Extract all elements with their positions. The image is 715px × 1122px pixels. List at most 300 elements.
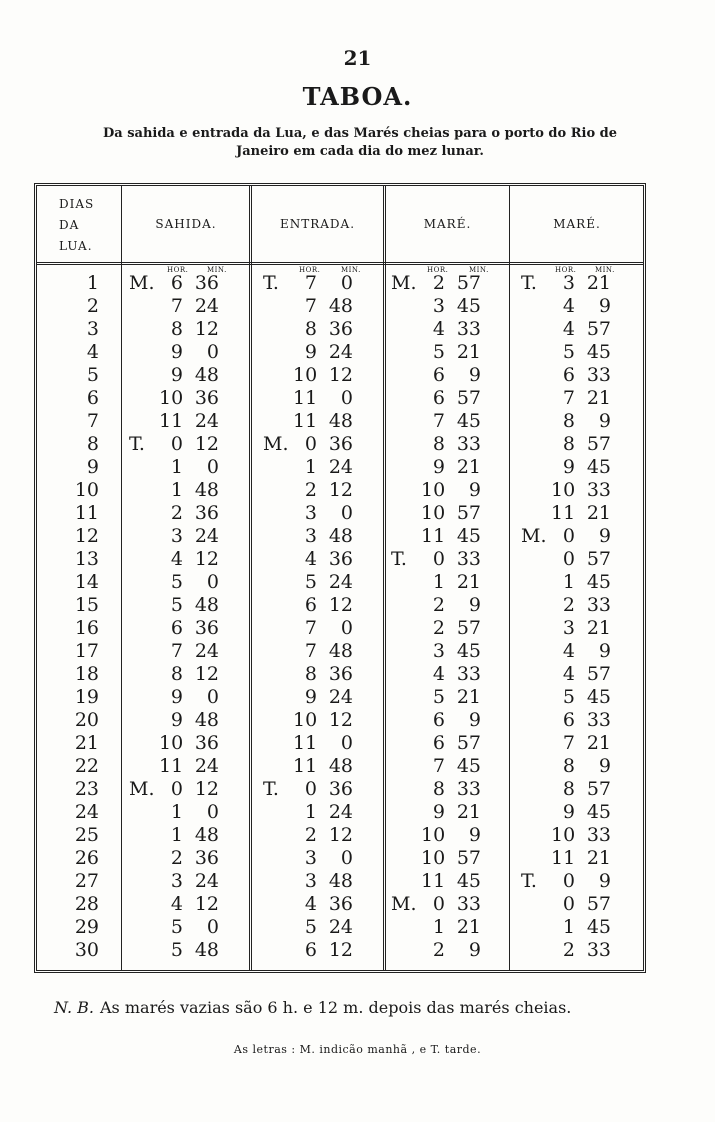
moon-tide-table xyxy=(34,183,646,973)
table-row xyxy=(37,295,643,318)
mare-2-prefix-cell xyxy=(521,410,551,433)
sahida-minute-cell: 48 xyxy=(194,364,219,386)
entrada-hour-cell: 7 xyxy=(304,295,317,317)
entrada-hour-cell: 5 xyxy=(304,571,317,593)
entrada-prefix-cell xyxy=(263,318,293,341)
mare-2-prefix-cell xyxy=(521,663,551,686)
mare-1-minute-cell: 9 xyxy=(468,479,481,501)
mare-2-prefix-cell xyxy=(521,916,551,939)
sahida-hour-cell: 7 xyxy=(170,640,183,662)
subheader-hor: HOR. xyxy=(427,266,449,274)
sahida-prefix-cell xyxy=(129,893,159,916)
mare-2-hour-cell: 0 xyxy=(562,548,575,570)
mare-2-prefix-cell: T. xyxy=(521,272,537,294)
mare-1-minute-cell: 33 xyxy=(456,433,481,455)
entrada-hour-cell: 11 xyxy=(293,387,318,409)
entrada-minute-cell: 0 xyxy=(340,502,353,524)
mare-1-hour-cell: 11 xyxy=(421,525,446,547)
mare-1-prefix-cell xyxy=(391,525,421,548)
sahida-minute-cell: 48 xyxy=(194,479,219,501)
mare-1-hour-cell: 3 xyxy=(432,640,445,662)
mare-2-prefix-cell xyxy=(521,594,551,617)
entrada-hour-cell: 7 xyxy=(304,617,317,639)
day-cell: 24 xyxy=(74,801,99,823)
mare-2-hour-cell: 5 xyxy=(562,341,575,363)
day-cell: 18 xyxy=(74,663,99,685)
mare-1-prefix-cell xyxy=(391,732,421,755)
mare-1-prefix-cell xyxy=(391,916,421,939)
day-cell: 16 xyxy=(74,617,99,639)
entrada-minute-cell: 0 xyxy=(340,732,353,754)
mare-1-minute-cell: 9 xyxy=(468,939,481,961)
mare-2-minute-cell: 9 xyxy=(598,755,611,777)
sahida-prefix-cell xyxy=(129,755,159,778)
sahida-hour-cell: 4 xyxy=(170,548,183,570)
table-row xyxy=(37,410,643,433)
sahida-minute-cell: 0 xyxy=(206,686,219,708)
entrada-hour-cell: 4 xyxy=(304,548,317,570)
sahida-prefix-cell xyxy=(129,916,159,939)
mare-2-prefix-cell xyxy=(521,364,551,387)
entrada-hour-cell: 5 xyxy=(304,916,317,938)
table-row xyxy=(37,341,643,364)
mare-1-prefix-cell xyxy=(391,594,421,617)
mare-2-minute-cell: 33 xyxy=(586,709,611,731)
table-row xyxy=(37,916,643,939)
mare-1-prefix-cell xyxy=(391,778,421,801)
entrada-prefix-cell xyxy=(263,364,293,387)
sahida-hour-cell: 10 xyxy=(159,387,184,409)
entrada-minute-cell: 48 xyxy=(328,525,353,547)
mare-2-prefix-cell xyxy=(521,824,551,847)
entrada-prefix-cell xyxy=(263,387,293,410)
entrada-minute-cell: 48 xyxy=(328,410,353,432)
mare-1-prefix-cell xyxy=(391,640,421,663)
sahida-hour-cell: 11 xyxy=(159,410,184,432)
entrada-hour-cell: 6 xyxy=(304,594,317,616)
subheader-min: MIN. xyxy=(469,266,489,274)
sahida-hour-cell: 6 xyxy=(170,617,183,639)
mare-2-hour-cell: 4 xyxy=(562,318,575,340)
mare-1-prefix-cell xyxy=(391,801,421,824)
sahida-prefix-cell xyxy=(129,663,159,686)
footnote xyxy=(54,998,571,1017)
subheader-min: MIN. xyxy=(207,266,227,274)
mare-1-hour-cell: 2 xyxy=(432,594,445,616)
mare-1-prefix-cell xyxy=(391,617,421,640)
sahida-hour-cell: 9 xyxy=(170,686,183,708)
entrada-prefix-cell xyxy=(263,939,293,962)
sahida-hour-cell: 5 xyxy=(170,594,183,616)
sahida-hour-cell: 6 xyxy=(170,272,183,294)
subheader-hor: HOR. xyxy=(555,266,577,274)
sahida-minute-cell: 0 xyxy=(206,456,219,478)
subheader-hor: HOR. xyxy=(299,266,321,274)
entrada-prefix-cell xyxy=(263,755,293,778)
mare-2-minute-cell: 33 xyxy=(586,824,611,846)
mare-1-minute-cell: 33 xyxy=(456,663,481,685)
entrada-minute-cell: 48 xyxy=(328,755,353,777)
sahida-hour-cell: 8 xyxy=(170,663,183,685)
mare-1-hour-cell: 5 xyxy=(432,341,445,363)
day-cell: 21 xyxy=(74,732,99,754)
mare-2-minute-cell: 57 xyxy=(586,548,611,570)
entrada-prefix-cell: T. xyxy=(263,778,279,800)
sahida-minute-cell: 48 xyxy=(194,939,219,961)
mare-2-minute-cell: 45 xyxy=(586,341,611,363)
mare-2-hour-cell: 8 xyxy=(562,755,575,777)
subtitle-line-2: Janeiro em cada dia do mez lunar. xyxy=(236,144,484,159)
entrada-minute-cell: 24 xyxy=(328,456,353,478)
entrada-minute-cell: 12 xyxy=(328,364,353,386)
mare-2-minute-cell: 57 xyxy=(586,893,611,915)
table-row xyxy=(37,456,643,479)
entrada-hour-cell: 0 xyxy=(304,433,317,455)
mare-2-minute-cell: 57 xyxy=(586,778,611,800)
mare-1-minute-cell: 21 xyxy=(456,801,481,823)
day-cell: 2 xyxy=(86,295,99,317)
mare-2-prefix-cell xyxy=(521,571,551,594)
entrada-minute-cell: 12 xyxy=(328,709,353,731)
header-dias-line: DA xyxy=(59,218,80,232)
sahida-hour-cell: 5 xyxy=(170,571,183,593)
sahida-prefix-cell xyxy=(129,525,159,548)
mare-1-hour-cell: 6 xyxy=(432,732,445,754)
sahida-hour-cell: 0 xyxy=(170,778,183,800)
sahida-prefix-cell xyxy=(129,594,159,617)
mare-1-prefix-cell xyxy=(391,341,421,364)
mare-1-minute-cell: 33 xyxy=(456,893,481,915)
mare-2-hour-cell: 1 xyxy=(562,916,575,938)
entrada-hour-cell: 6 xyxy=(304,939,317,961)
mare-1-minute-cell: 9 xyxy=(468,824,481,846)
entrada-hour-cell: 3 xyxy=(304,525,317,547)
mare-1-minute-cell: 45 xyxy=(456,870,481,892)
sahida-minute-cell: 48 xyxy=(194,709,219,731)
entrada-minute-cell: 12 xyxy=(328,479,353,501)
mare-1-hour-cell: 1 xyxy=(432,571,445,593)
entrada-prefix-cell xyxy=(263,295,293,318)
mare-2-hour-cell: 3 xyxy=(562,617,575,639)
entrada-minute-cell: 0 xyxy=(340,387,353,409)
table-row xyxy=(37,525,643,548)
day-cell: 8 xyxy=(86,433,99,455)
mare-2-minute-cell: 33 xyxy=(586,364,611,386)
table-row xyxy=(37,663,643,686)
sahida-hour-cell: 1 xyxy=(170,456,183,478)
mare-1-prefix-cell: T. xyxy=(391,548,407,570)
entrada-minute-cell: 36 xyxy=(328,893,353,915)
mare-1-minute-cell: 45 xyxy=(456,410,481,432)
mare-2-hour-cell: 4 xyxy=(562,295,575,317)
mare-1-prefix-cell xyxy=(391,479,421,502)
mare-1-hour-cell: 2 xyxy=(432,939,445,961)
day-cell: 22 xyxy=(74,755,99,777)
mare-2-minute-cell: 45 xyxy=(586,571,611,593)
mare-2-minute-cell: 45 xyxy=(586,686,611,708)
entrada-hour-cell: 8 xyxy=(304,663,317,685)
mare-1-prefix-cell xyxy=(391,364,421,387)
entrada-prefix-cell xyxy=(263,479,293,502)
table-row xyxy=(37,732,643,755)
day-cell: 23 xyxy=(74,778,99,800)
entrada-prefix-cell xyxy=(263,824,293,847)
mare-1-minute-cell: 57 xyxy=(456,847,481,869)
mare-2-hour-cell: 7 xyxy=(562,732,575,754)
entrada-minute-cell: 24 xyxy=(328,801,353,823)
table-row xyxy=(37,778,643,801)
entrada-minute-cell: 12 xyxy=(328,824,353,846)
mare-1-hour-cell: 0 xyxy=(432,893,445,915)
entrada-minute-cell: 48 xyxy=(328,870,353,892)
entrada-minute-cell: 24 xyxy=(328,916,353,938)
mare-2-minute-cell: 21 xyxy=(586,272,611,294)
sahida-prefix-cell xyxy=(129,732,159,755)
mare-1-hour-cell: 6 xyxy=(432,387,445,409)
mare-1-hour-cell: 9 xyxy=(432,801,445,823)
mare-2-prefix-cell: T. xyxy=(521,870,537,892)
sahida-hour-cell: 3 xyxy=(170,525,183,547)
sahida-minute-cell: 12 xyxy=(194,893,219,915)
subheader-hor: HOR. xyxy=(167,266,189,274)
mare-2-hour-cell: 0 xyxy=(562,893,575,915)
mare-1-minute-cell: 21 xyxy=(456,571,481,593)
sahida-prefix-cell xyxy=(129,502,159,525)
mare-1-hour-cell: 8 xyxy=(432,778,445,800)
mare-1-hour-cell: 1 xyxy=(432,916,445,938)
entrada-prefix-cell xyxy=(263,571,293,594)
entrada-minute-cell: 36 xyxy=(328,433,353,455)
entrada-hour-cell: 11 xyxy=(293,732,318,754)
entrada-hour-cell: 7 xyxy=(304,272,317,294)
sahida-minute-cell: 12 xyxy=(194,433,219,455)
mare-2-hour-cell: 0 xyxy=(562,870,575,892)
mare-1-minute-cell: 21 xyxy=(456,456,481,478)
entrada-prefix-cell: T. xyxy=(263,272,279,294)
sahida-hour-cell: 5 xyxy=(170,916,183,938)
entrada-hour-cell: 8 xyxy=(304,318,317,340)
entrada-prefix-cell xyxy=(263,709,293,732)
entrada-minute-cell: 24 xyxy=(328,686,353,708)
mare-1-minute-cell: 57 xyxy=(456,502,481,524)
entrada-prefix-cell xyxy=(263,870,293,893)
mare-2-hour-cell: 3 xyxy=(562,272,575,294)
mare-1-prefix-cell xyxy=(391,755,421,778)
header-entrada: ENTRADA. xyxy=(279,217,356,231)
mare-2-prefix-cell xyxy=(521,640,551,663)
entrada-hour-cell: 10 xyxy=(293,364,318,386)
mare-2-minute-cell: 21 xyxy=(586,617,611,639)
day-cell: 20 xyxy=(74,709,99,731)
sahida-prefix-cell xyxy=(129,801,159,824)
table-row xyxy=(37,433,643,456)
sahida-prefix-cell xyxy=(129,939,159,962)
day-cell: 11 xyxy=(74,502,99,524)
sahida-hour-cell: 4 xyxy=(170,893,183,915)
header-dias-da-lua xyxy=(59,194,94,257)
mare-1-minute-cell: 33 xyxy=(456,778,481,800)
mare-1-minute-cell: 57 xyxy=(456,732,481,754)
sahida-prefix-cell xyxy=(129,410,159,433)
mare-2-minute-cell: 45 xyxy=(586,456,611,478)
entrada-hour-cell: 10 xyxy=(293,709,318,731)
sahida-hour-cell: 1 xyxy=(170,801,183,823)
mare-1-hour-cell: 10 xyxy=(421,502,446,524)
mare-2-hour-cell: 8 xyxy=(562,433,575,455)
table-row xyxy=(37,479,643,502)
mare-2-hour-cell: 8 xyxy=(562,410,575,432)
day-cell: 15 xyxy=(74,594,99,616)
mare-1-prefix-cell xyxy=(391,456,421,479)
header-dias-line: LUA. xyxy=(59,239,93,253)
entrada-prefix-cell: M. xyxy=(263,433,289,455)
day-cell: 1 xyxy=(86,272,99,294)
sahida-prefix-cell xyxy=(129,456,159,479)
mare-2-prefix-cell xyxy=(521,387,551,410)
day-cell: 25 xyxy=(74,824,99,846)
mare-2-prefix-cell xyxy=(521,755,551,778)
mare-2-minute-cell: 21 xyxy=(586,502,611,524)
day-cell: 5 xyxy=(86,364,99,386)
mare-2-minute-cell: 33 xyxy=(586,479,611,501)
mare-2-minute-cell: 45 xyxy=(586,801,611,823)
mare-1-minute-cell: 45 xyxy=(456,755,481,777)
subheader-min: MIN. xyxy=(595,266,615,274)
entrada-hour-cell: 9 xyxy=(304,341,317,363)
entrada-minute-cell: 0 xyxy=(340,847,353,869)
mare-1-hour-cell: 2 xyxy=(432,272,445,294)
table-row xyxy=(37,594,643,617)
entrada-prefix-cell xyxy=(263,594,293,617)
sahida-hour-cell: 10 xyxy=(159,732,184,754)
mare-1-hour-cell: 9 xyxy=(432,456,445,478)
header-dias-line: DIAS xyxy=(59,197,95,211)
mare-1-minute-cell: 57 xyxy=(456,272,481,294)
entrada-prefix-cell xyxy=(263,640,293,663)
sahida-prefix-cell xyxy=(129,686,159,709)
sahida-prefix-cell xyxy=(129,295,159,318)
mare-2-minute-cell: 9 xyxy=(598,295,611,317)
entrada-hour-cell: 3 xyxy=(304,847,317,869)
table-row xyxy=(37,571,643,594)
mare-2-prefix-cell xyxy=(521,433,551,456)
mare-2-minute-cell: 21 xyxy=(586,732,611,754)
sahida-prefix-cell xyxy=(129,387,159,410)
mare-1-hour-cell: 11 xyxy=(421,870,446,892)
sahida-hour-cell: 2 xyxy=(170,847,183,869)
sahida-hour-cell: 3 xyxy=(170,870,183,892)
entrada-hour-cell: 9 xyxy=(304,686,317,708)
sahida-prefix-cell: M. xyxy=(129,272,155,294)
header-mare-1: MARÉ. xyxy=(423,217,472,231)
sahida-minute-cell: 24 xyxy=(194,755,219,777)
mare-2-prefix-cell xyxy=(521,456,551,479)
sahida-prefix-cell xyxy=(129,548,159,571)
entrada-minute-cell: 48 xyxy=(328,295,353,317)
entrada-hour-cell: 4 xyxy=(304,893,317,915)
mare-2-minute-cell: 9 xyxy=(598,410,611,432)
subtitle xyxy=(40,125,680,161)
sahida-minute-cell: 12 xyxy=(194,663,219,685)
entrada-prefix-cell xyxy=(263,893,293,916)
mare-2-hour-cell: 10 xyxy=(551,824,576,846)
sahida-minute-cell: 36 xyxy=(194,847,219,869)
sahida-prefix-cell xyxy=(129,847,159,870)
entrada-minute-cell: 36 xyxy=(328,318,353,340)
table-row xyxy=(37,640,643,663)
sahida-prefix-cell xyxy=(129,479,159,502)
sahida-prefix-cell: M. xyxy=(129,778,155,800)
day-cell: 28 xyxy=(74,893,99,915)
mare-1-hour-cell: 0 xyxy=(432,548,445,570)
entrada-minute-cell: 36 xyxy=(328,548,353,570)
mare-2-hour-cell: 9 xyxy=(562,456,575,478)
entrada-prefix-cell xyxy=(263,548,293,571)
mare-1-minute-cell: 45 xyxy=(456,640,481,662)
mare-2-hour-cell: 4 xyxy=(562,640,575,662)
mare-2-prefix-cell xyxy=(521,732,551,755)
entrada-prefix-cell xyxy=(263,456,293,479)
mare-2-minute-cell: 9 xyxy=(598,640,611,662)
table-row xyxy=(37,801,643,824)
mare-2-minute-cell: 45 xyxy=(586,916,611,938)
mare-1-prefix-cell xyxy=(391,824,421,847)
sahida-hour-cell: 8 xyxy=(170,318,183,340)
entrada-minute-cell: 24 xyxy=(328,341,353,363)
mare-1-minute-cell: 21 xyxy=(456,341,481,363)
sahida-minute-cell: 36 xyxy=(194,732,219,754)
entrada-minute-cell: 12 xyxy=(328,939,353,961)
sahida-hour-cell: 7 xyxy=(170,295,183,317)
table-row xyxy=(37,870,643,893)
page-title: TABOA. xyxy=(302,82,413,111)
sahida-minute-cell: 24 xyxy=(194,410,219,432)
sahida-minute-cell: 12 xyxy=(194,778,219,800)
mare-2-hour-cell: 4 xyxy=(562,663,575,685)
mare-1-prefix-cell xyxy=(391,571,421,594)
entrada-prefix-cell xyxy=(263,617,293,640)
mare-2-prefix-cell xyxy=(521,893,551,916)
sahida-prefix-cell xyxy=(129,640,159,663)
mare-1-minute-cell: 9 xyxy=(468,709,481,731)
mare-2-minute-cell: 33 xyxy=(586,939,611,961)
day-cell: 19 xyxy=(74,686,99,708)
mare-1-hour-cell: 10 xyxy=(421,847,446,869)
entrada-minute-cell: 36 xyxy=(328,778,353,800)
day-cell: 14 xyxy=(74,571,99,593)
mare-1-hour-cell: 8 xyxy=(432,433,445,455)
mare-2-minute-cell: 21 xyxy=(586,387,611,409)
sahida-prefix-cell: T. xyxy=(129,433,145,455)
table-row xyxy=(37,847,643,870)
mare-1-prefix-cell xyxy=(391,502,421,525)
day-cell: 6 xyxy=(86,387,99,409)
mare-1-minute-cell: 33 xyxy=(456,548,481,570)
day-cell: 27 xyxy=(74,870,99,892)
mare-1-minute-cell: 45 xyxy=(456,295,481,317)
subtitle-line-1: Da sahida e entrada da Lua, e das Marés cheias para o porto do Rio de xyxy=(102,126,618,141)
sahida-minute-cell: 48 xyxy=(194,594,219,616)
header-sahida: SAHIDA. xyxy=(155,217,217,231)
mare-1-hour-cell: 3 xyxy=(432,295,445,317)
sahida-prefix-cell xyxy=(129,870,159,893)
entrada-hour-cell: 7 xyxy=(304,640,317,662)
entrada-hour-cell: 1 xyxy=(304,456,317,478)
mare-2-hour-cell: 7 xyxy=(562,387,575,409)
sahida-minute-cell: 36 xyxy=(194,272,219,294)
mare-2-prefix-cell xyxy=(521,341,551,364)
mare-1-prefix-cell xyxy=(391,387,421,410)
